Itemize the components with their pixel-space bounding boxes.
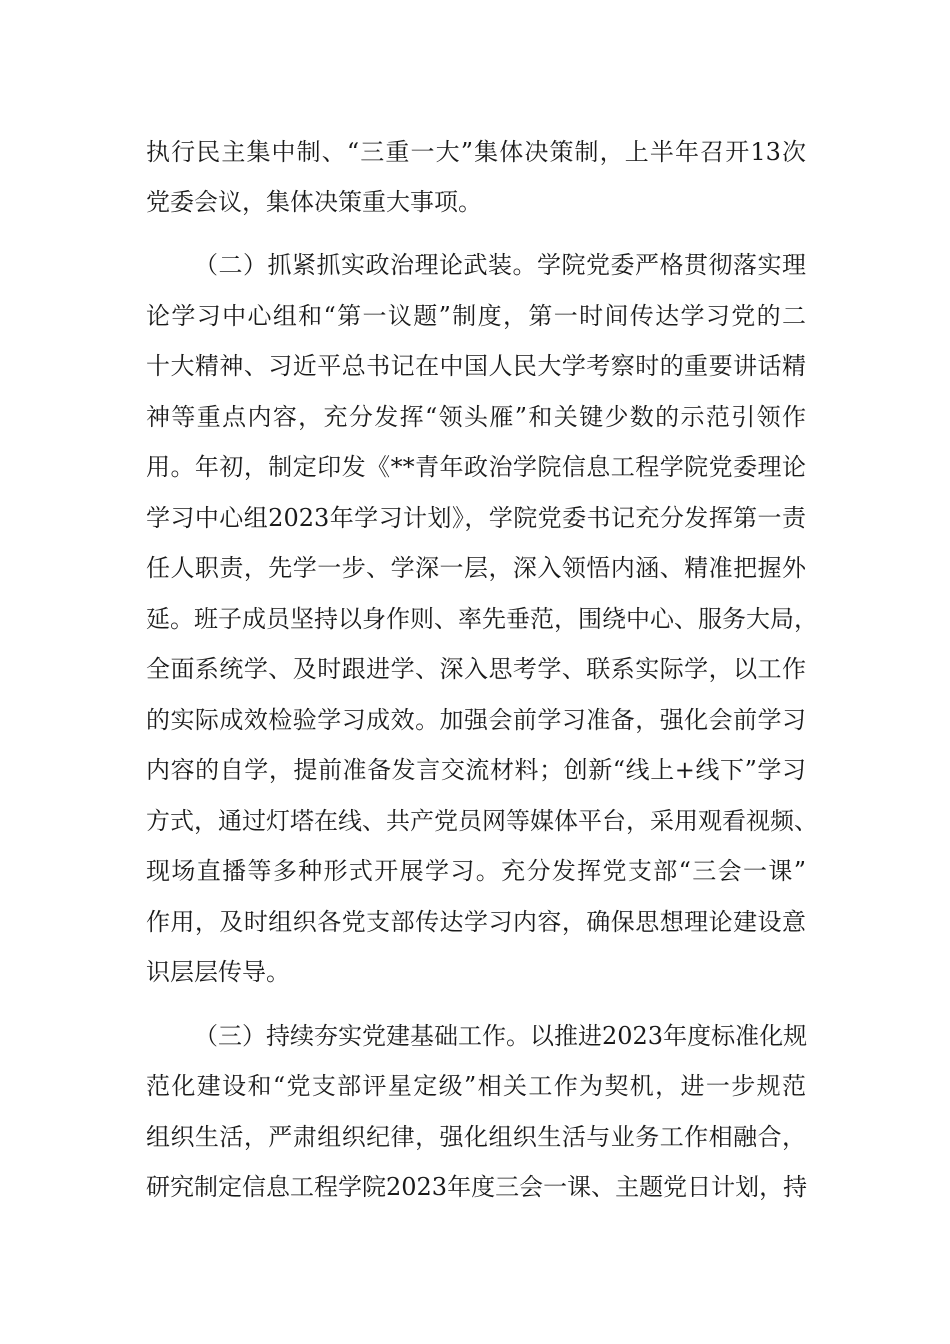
text-line: 神等重点内容，充分发挥“领头雁”和关键少数的示范引领作: [146, 403, 806, 431]
text-line: 研究制定信息工程学院2023年度三会一课、主题党日计划，持: [146, 1173, 808, 1201]
text-line: 全面系统学、及时跟进学、深入思考学、联系实际学，以工作: [146, 655, 806, 683]
text-line: 学习中心组2023年学习计划》，学院党委书记充分发挥第一责: [146, 504, 806, 532]
text-line: 的实际成效检验学习成效。加强会前学习准备，强化会前学习: [146, 706, 806, 734]
text-line: 党委会议，集体决策重大事项。: [146, 188, 482, 216]
text-line: 方式，通过灯塔在线、共产党员网等媒体平台，采用观看视频、: [146, 807, 818, 835]
text-line: 组织生活，严肃组织纪律，强化组织生活与业务工作相融合，: [146, 1123, 806, 1151]
text-line: 延。班子成员坚持以身作则、率先垂范，围绕中心、服务大局，: [146, 605, 818, 633]
text-line: 执行民主集中制、“三重一大”集体决策制，上半年召开13次: [146, 138, 806, 166]
text-line: 任人职责，先学一步、学深一层，深入领悟内涵、精准把握外: [146, 554, 806, 582]
text-line: 十大精神、习近平总书记在中国人民大学考察时的重要讲话精: [146, 352, 806, 380]
text-line: 内容的自学，提前准备发言交流材料；创新“线上+线下”学习: [146, 756, 806, 784]
text-line: 作用，及时组织各党支部传达学习内容，确保思想理论建设意: [146, 908, 806, 936]
text-line: 用。年初，制定印发《**青年政治学院信息工程学院党委理论: [146, 453, 806, 481]
paragraph-heading-line: （二）抓紧抓实政治理论武装。学院党委严格贯彻落实理: [194, 251, 806, 279]
text-line: 识层层传导。: [146, 958, 290, 986]
text-line: 论学习中心组和“第一议题”制度，第一时间传达学习党的二: [146, 302, 806, 330]
text-line: 现场直播等多种形式开展学习。充分发挥党支部“三会一课”: [146, 857, 806, 885]
paragraph-heading-line: （三）持续夯实党建基础工作。以推进2023年度标准化规: [194, 1022, 808, 1050]
text-line: 范化建设和“党支部评星定级”相关工作为契机，进一步规范: [146, 1072, 806, 1100]
